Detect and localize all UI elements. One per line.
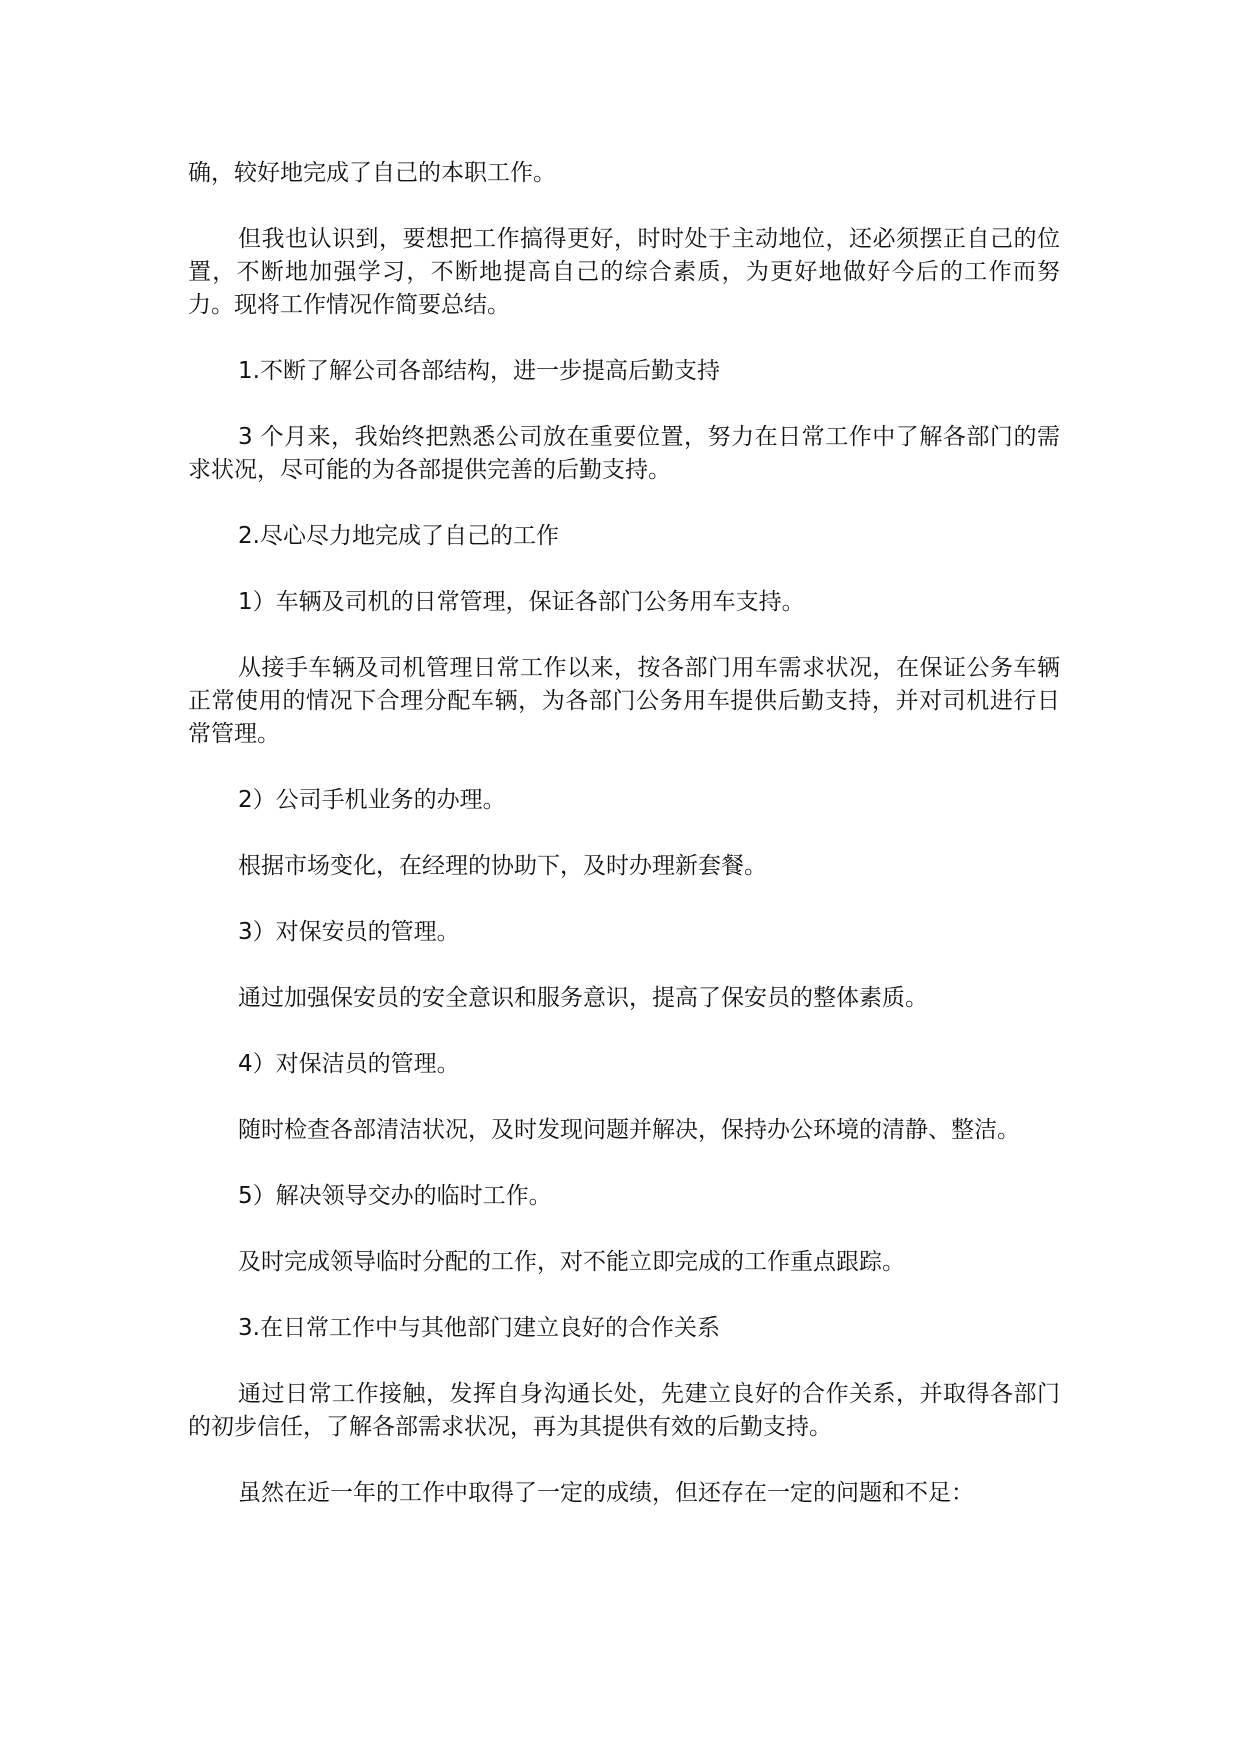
- paragraph: 从接手车辆及司机管理日常工作以来，按各部门用车需求状况，在保证公务车辆正常使用的情况下合理分配车辆，为各部门公务用车提供后勤支持，并对司机进行日常管理。: [188, 655, 1060, 747]
- subsection-heading: 3）对保安员的管理。: [238, 919, 460, 945]
- paragraph: 通过日常工作接触，发挥自身沟通长处，先建立良好的合作关系，并取得各部门的初步信任，了解各部需求状况，再为其提供有效的后勤支持。: [188, 1381, 1060, 1440]
- paragraph: 根据市场变化，在经理的协助下，及时办理新套餐。: [238, 853, 767, 879]
- paragraph: 通过加强保安员的安全意识和服务意识，提高了保安员的整体素质。: [238, 985, 928, 1011]
- section-heading: 2.尽心尽力地完成了自己的工作: [238, 523, 559, 549]
- paragraph: 但我也认识到，要想把工作搞得更好，时时处于主动地位，还必须摆正自己的位置，不断地加强学习，不断地提高自己的综合素质，为更好地做好今后的工作而努力。现将工作情况作简要总结。: [188, 226, 1060, 318]
- subsection-heading: 4）对保洁员的管理。: [238, 1051, 460, 1077]
- section-heading: 1.不断了解公司各部结构，进一步提高后勤支持: [238, 358, 720, 384]
- paragraph: 3 个月来，我始终把熟悉公司放在重要位置，努力在日常工作中了解各部门的需求状况，尽可能的为各部提供完善的后勤支持。: [188, 424, 1060, 483]
- section-heading: 3.在日常工作中与其他部门建立良好的合作关系: [238, 1315, 720, 1341]
- paragraph: 虽然在近一年的工作中取得了一定的成绩，但还存在一定的问题和不足：: [238, 1480, 974, 1506]
- document-body: [188, 157, 1060, 1543]
- paragraph: 确，较好地完成了自己的本职工作。: [188, 160, 556, 186]
- paragraph: 随时检查各部清洁状况，及时发现问题并解决，保持办公环境的清静、整洁。: [238, 1117, 1020, 1143]
- subsection-heading: 1）车辆及司机的日常管理，保证各部门公务用车支持。: [238, 589, 805, 615]
- paragraph: 及时完成领导临时分配的工作，对不能立即完成的工作重点跟踪。: [238, 1249, 905, 1275]
- subsection-heading: 5）解决领导交办的临时工作。: [238, 1183, 552, 1209]
- subsection-heading: 2）公司手机业务的办理。: [238, 787, 506, 813]
